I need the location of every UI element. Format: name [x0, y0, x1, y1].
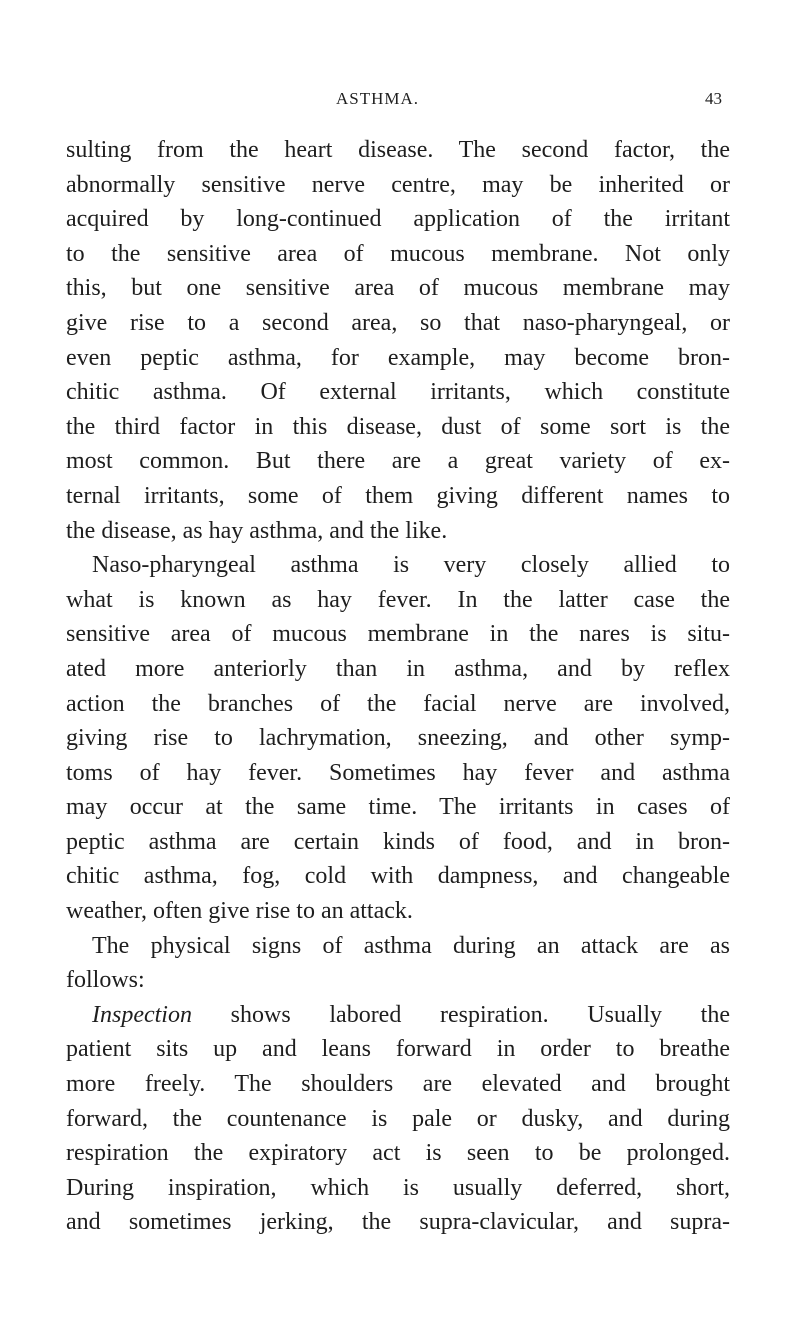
text-line: and sometimes jerking, the supra-clavicular, and supra- [66, 1209, 730, 1236]
text-line: ternal irritants, some of them giving different names to [66, 482, 730, 509]
text-line: chitic asthma. Of external irritants, which constitute [66, 379, 730, 406]
text-line: During inspiration, which is usually deferred, short, [66, 1174, 730, 1201]
inspection-heading: Inspection [92, 1001, 192, 1028]
text-line: peptic asthma are certain kinds of food, and in bron- [66, 828, 730, 855]
text-line: what is known as hay fever. In the latter case the [66, 586, 730, 613]
text-line: chitic asthma, fog, cold with dampness, and changeable [66, 863, 730, 890]
text-line: ated more anteriorly than in asthma, and by reflex [66, 655, 730, 682]
page-number: 43 [705, 89, 722, 108]
text-line: weather, often give rise to an attack. [66, 898, 413, 925]
text-line: Naso-pharyngeal asthma is very closely allied to [92, 552, 730, 579]
text-line: may occur at the same time. The irritants in cases of [66, 794, 730, 821]
body-text [66, 133, 730, 1240]
text-line: most common. But there are a great variety of ex- [66, 448, 730, 475]
text-line: the third factor in this disease, dust of some sort is the [66, 413, 730, 440]
text-line: follows: [66, 967, 145, 994]
book-page [66, 0, 730, 1318]
text-line: sulting from the heart disease. The second factor, the [66, 137, 730, 163]
text-line: patient sits up and leans forward in order to breathe [66, 1036, 730, 1063]
text-line: The physical signs of asthma during an attack are as [92, 932, 730, 959]
text-line-inspection [66, 998, 730, 1033]
text-line: even peptic asthma, for example, may become bron- [66, 344, 730, 371]
running-head [66, 89, 730, 113]
text-line: acquired by long-continued application of the irritant [66, 206, 730, 233]
text-line: forward, the countenance is pale or dusky, and during [66, 1105, 730, 1132]
text-line: the disease, as hay asthma, and the like. [66, 517, 448, 544]
text-line: toms of hay fever. Sometimes hay fever and asthma [66, 759, 730, 786]
text-line: sensitive area of mucous membrane in the nares is situ- [66, 621, 730, 648]
text-line: abnormally sensitive nerve centre, may be inherited or [66, 171, 730, 198]
text-line: give rise to a second area, so that naso-pharyngeal, or [66, 309, 730, 336]
text-line: to the sensitive area of mucous membrane. Not only [66, 240, 730, 267]
running-title: ASTHMA. [336, 89, 420, 108]
text-line: more freely. The shoulders are elevated and brought [66, 1071, 730, 1098]
text-line: this, but one sensitive area of mucous membrane may [66, 275, 730, 302]
text-line: respiration the expiratory act is seen to be prolonged. [66, 1140, 730, 1167]
text-line: giving rise to lachrymation, sneezing, and other symp- [66, 725, 730, 752]
text-line: action the branches of the facial nerve are involved, [66, 690, 730, 717]
inspection-text: shows labored respiration. Usually the [230, 1001, 730, 1028]
